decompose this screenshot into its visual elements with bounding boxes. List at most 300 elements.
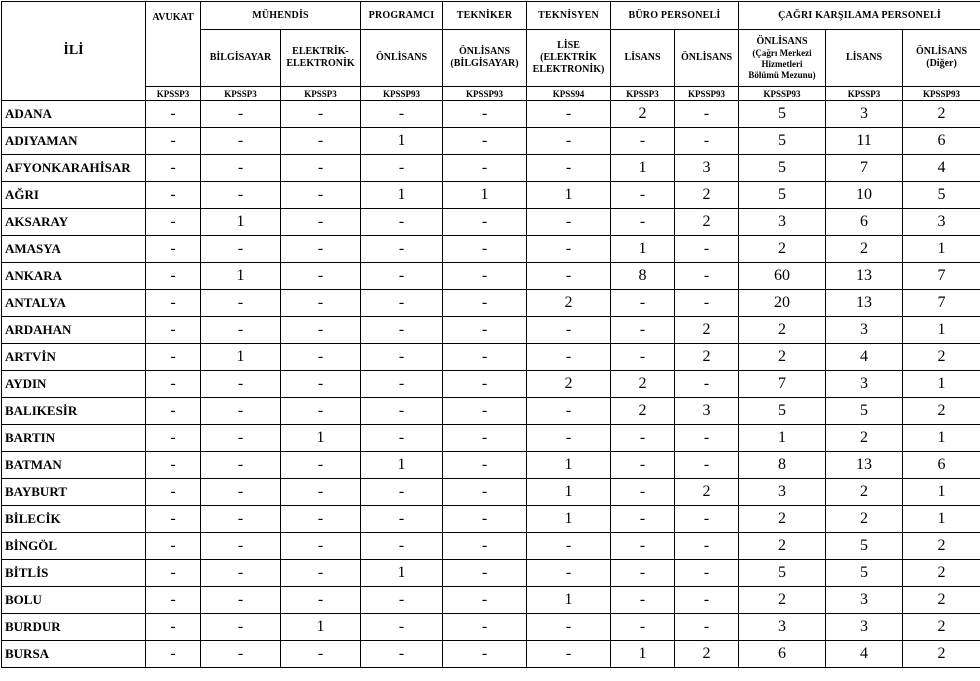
quota-cell: 3 (826, 614, 903, 641)
table-row (2, 209, 980, 236)
quota-cell: - (361, 101, 443, 128)
province-name: BAYBURT (2, 479, 146, 506)
quota-cell: - (281, 641, 361, 668)
subheader-programci-onlisans: ÖNLİSANS (361, 30, 443, 87)
quota-cell: - (361, 263, 443, 290)
quota-cell: 6 (826, 209, 903, 236)
quota-cell: - (527, 263, 611, 290)
quota-cell: - (527, 101, 611, 128)
table-row (2, 290, 980, 317)
quota-cell: - (443, 587, 527, 614)
quota-cell: - (675, 128, 739, 155)
quota-cell: - (201, 560, 281, 587)
quota-cell: 1 (527, 479, 611, 506)
quota-cell: - (675, 371, 739, 398)
kpss-code: KPSSP3 (146, 87, 201, 101)
quota-cell: 2 (675, 344, 739, 371)
province-name: BURDUR (2, 614, 146, 641)
quota-cell: - (146, 317, 201, 344)
quota-cell: - (443, 344, 527, 371)
kpss-code: KPSSP93 (443, 87, 527, 101)
quota-cell: 2 (739, 587, 826, 614)
quota-cell: 2 (675, 209, 739, 236)
quota-cell: 1 (361, 182, 443, 209)
quota-cell: - (281, 182, 361, 209)
quota-cell: - (675, 506, 739, 533)
table-body (2, 101, 980, 668)
quota-cell: - (146, 371, 201, 398)
quota-cell: - (443, 641, 527, 668)
quota-cell: 1 (611, 641, 675, 668)
quota-cell: - (611, 479, 675, 506)
quota-cell: - (675, 452, 739, 479)
quota-cell: 7 (739, 371, 826, 398)
quota-cell: 1 (903, 371, 980, 398)
quota-cell: - (443, 560, 527, 587)
quota-cell: - (675, 425, 739, 452)
table-row (2, 101, 980, 128)
quota-cell: - (527, 155, 611, 182)
quota-cell: 6 (903, 128, 980, 155)
quota-cell: 3 (826, 317, 903, 344)
quota-cell: - (146, 236, 201, 263)
quota-cell: 2 (903, 344, 980, 371)
quota-cell: - (146, 101, 201, 128)
quota-cell: - (201, 506, 281, 533)
header-tekniker: TEKNİKER (443, 2, 527, 30)
quota-cell: - (611, 560, 675, 587)
quota-cell: - (201, 425, 281, 452)
quota-cell: - (675, 290, 739, 317)
quota-cell: - (146, 209, 201, 236)
quota-cell: - (443, 371, 527, 398)
subheader-buro-onlisans: ÖNLİSANS (675, 30, 739, 87)
quota-cell: - (281, 371, 361, 398)
kpss-code-row (2, 87, 980, 101)
quota-cell: 6 (903, 452, 980, 479)
province-name: ANKARA (2, 263, 146, 290)
quota-cell: 13 (826, 263, 903, 290)
quota-cell: - (611, 425, 675, 452)
quota-cell: - (443, 263, 527, 290)
quota-cell: 1 (201, 263, 281, 290)
table-row (2, 263, 980, 290)
header-muhendis: MÜHENDİS (201, 2, 361, 30)
quota-cell: - (611, 290, 675, 317)
table-row (2, 614, 980, 641)
quota-cell: - (443, 101, 527, 128)
quota-cell: 1 (739, 425, 826, 452)
quota-cell: 1 (361, 560, 443, 587)
header-teknisyen: TEKNİSYEN (527, 2, 611, 30)
quota-cell: - (201, 452, 281, 479)
table-row (2, 479, 980, 506)
quota-cell: 2 (826, 236, 903, 263)
subheader-tekniker-onlisans: ÖNLİSANS (BİLGİSAYAR) (443, 30, 527, 87)
header-cagri-karsilama: ÇAĞRI KARŞILAMA PERSONELİ (739, 2, 980, 30)
quota-cell: - (527, 560, 611, 587)
quota-cell: - (527, 533, 611, 560)
kpss-code: KPSSP3 (281, 87, 361, 101)
table-row (2, 155, 980, 182)
quota-cell: 3 (739, 479, 826, 506)
quota-cell: 2 (739, 506, 826, 533)
quota-cell: 1 (903, 506, 980, 533)
quota-cell: 2 (675, 317, 739, 344)
quota-cell: - (443, 209, 527, 236)
quota-cell: - (527, 236, 611, 263)
quota-cell: - (201, 290, 281, 317)
province-name: AKSARAY (2, 209, 146, 236)
quota-cell: - (281, 236, 361, 263)
quota-cell: 7 (826, 155, 903, 182)
quota-cell: - (443, 506, 527, 533)
quota-cell: - (281, 263, 361, 290)
quota-cell: 2 (739, 317, 826, 344)
quota-cell: 3 (826, 587, 903, 614)
quota-cell: 5 (739, 101, 826, 128)
province-name: BİTLİS (2, 560, 146, 587)
province-name: AĞRI (2, 182, 146, 209)
quota-cell: 13 (826, 290, 903, 317)
province-name: ADANA (2, 101, 146, 128)
quota-cell: - (443, 614, 527, 641)
quota-cell: 3 (903, 209, 980, 236)
quota-cell: - (527, 398, 611, 425)
quota-cell: - (361, 479, 443, 506)
quota-cell: - (527, 209, 611, 236)
quota-cell: - (611, 614, 675, 641)
province-name: BARTIN (2, 425, 146, 452)
quota-cell: - (146, 263, 201, 290)
quota-cell: - (443, 533, 527, 560)
quota-cell: 3 (826, 101, 903, 128)
quota-cell: 1 (281, 425, 361, 452)
quota-cell: - (443, 317, 527, 344)
table-row (2, 344, 980, 371)
province-name: BALIKESİR (2, 398, 146, 425)
subheader-buro-lisans: LİSANS (611, 30, 675, 87)
quota-cell: - (201, 101, 281, 128)
quota-cell: - (201, 182, 281, 209)
quota-cell: - (361, 614, 443, 641)
quota-cell: - (201, 236, 281, 263)
province-name: AYDIN (2, 371, 146, 398)
quota-cell: - (443, 398, 527, 425)
quota-cell: 3 (739, 209, 826, 236)
quota-cell: - (527, 317, 611, 344)
kpss-code: KPSSP93 (361, 87, 443, 101)
header-ili: İLİ (2, 2, 146, 101)
quota-cell: 1 (903, 317, 980, 344)
quota-cell: - (281, 506, 361, 533)
quota-cell: - (281, 128, 361, 155)
header-avukat: AVUKAT (146, 2, 201, 87)
quota-cell: - (146, 614, 201, 641)
quota-cell: - (146, 479, 201, 506)
positions-table (1, 1, 980, 668)
quota-cell: - (611, 533, 675, 560)
quota-cell: 8 (739, 452, 826, 479)
quota-cell: 20 (739, 290, 826, 317)
quota-cell: - (675, 614, 739, 641)
quota-cell: - (611, 128, 675, 155)
quota-cell: 2 (826, 479, 903, 506)
quota-cell: - (527, 425, 611, 452)
quota-cell: - (146, 128, 201, 155)
quota-cell: 2 (903, 533, 980, 560)
quota-cell: - (281, 398, 361, 425)
kpss-code: KPSS94 (527, 87, 611, 101)
quota-cell: - (361, 641, 443, 668)
quota-cell: - (443, 479, 527, 506)
table-row (2, 398, 980, 425)
quota-cell: - (361, 506, 443, 533)
quota-cell: 5 (739, 155, 826, 182)
quota-cell: - (146, 587, 201, 614)
table-row (2, 533, 980, 560)
quota-cell: - (611, 317, 675, 344)
subheader-cagri-lisans: LİSANS (826, 30, 903, 87)
table-row (2, 506, 980, 533)
quota-cell: - (611, 452, 675, 479)
quota-cell: - (527, 344, 611, 371)
quota-cell: - (361, 398, 443, 425)
quota-cell: - (675, 263, 739, 290)
quota-cell: - (201, 479, 281, 506)
province-name: AFYONKARAHİSAR (2, 155, 146, 182)
table-row (2, 317, 980, 344)
province-name: BİLECİK (2, 506, 146, 533)
quota-cell: 2 (739, 236, 826, 263)
quota-cell: - (675, 101, 739, 128)
quota-cell: 2 (903, 560, 980, 587)
quota-cell: 7 (903, 263, 980, 290)
quota-cell: - (146, 155, 201, 182)
quota-cell: 1 (527, 182, 611, 209)
quota-cell: 1 (527, 587, 611, 614)
quota-cell: 11 (826, 128, 903, 155)
quota-cell: 5 (826, 398, 903, 425)
quota-cell: 3 (675, 155, 739, 182)
quota-cell: - (361, 290, 443, 317)
quota-cell: - (675, 236, 739, 263)
quota-cell: 1 (903, 236, 980, 263)
quota-cell: - (611, 587, 675, 614)
quota-cell: 5 (739, 182, 826, 209)
quota-cell: - (527, 128, 611, 155)
quota-cell: 1 (527, 452, 611, 479)
quota-cell: 13 (826, 452, 903, 479)
province-name: ANTALYA (2, 290, 146, 317)
quota-cell: - (527, 641, 611, 668)
quota-cell: 1 (201, 344, 281, 371)
quota-cell: - (281, 155, 361, 182)
quota-cell: 1 (903, 425, 980, 452)
quota-cell: 7 (903, 290, 980, 317)
quota-cell: - (611, 209, 675, 236)
quota-cell: - (361, 155, 443, 182)
quota-cell: - (281, 317, 361, 344)
kpss-code: KPSSP93 (675, 87, 739, 101)
quota-cell: - (361, 587, 443, 614)
quota-cell: - (146, 425, 201, 452)
province-name: ARDAHAN (2, 317, 146, 344)
quota-cell: - (443, 425, 527, 452)
quota-cell: 5 (903, 182, 980, 209)
quota-cell: - (611, 506, 675, 533)
province-name: BATMAN (2, 452, 146, 479)
quota-cell: 1 (611, 236, 675, 263)
quota-cell: 2 (611, 398, 675, 425)
quota-cell: - (361, 209, 443, 236)
quota-cell: - (146, 344, 201, 371)
table-row (2, 560, 980, 587)
quota-cell: 60 (739, 263, 826, 290)
quota-cell: - (146, 452, 201, 479)
quota-cell: - (201, 398, 281, 425)
quota-cell: 1 (361, 128, 443, 155)
quota-cell: 5 (826, 533, 903, 560)
quota-cell: 2 (826, 425, 903, 452)
quota-cell: 2 (903, 641, 980, 668)
quota-cell: - (443, 155, 527, 182)
quota-cell: 1 (903, 479, 980, 506)
quota-cell: - (281, 560, 361, 587)
quota-cell: - (201, 371, 281, 398)
quota-cell: - (146, 290, 201, 317)
kpss-code: KPSSP3 (201, 87, 281, 101)
quota-cell: 2 (527, 371, 611, 398)
quota-cell: - (527, 614, 611, 641)
province-name: BOLU (2, 587, 146, 614)
quota-cell: 2 (903, 398, 980, 425)
province-name: AMASYA (2, 236, 146, 263)
quota-cell: - (361, 371, 443, 398)
subheader-cagri-onlisans: ÖNLİSANS (Çağrı Merkezi Hizmetleri Bölümü Mezunu) (739, 30, 826, 87)
table-header (2, 2, 980, 101)
quota-cell: - (146, 560, 201, 587)
quota-cell: 3 (826, 371, 903, 398)
subheader-teknisyen-lise: LİSE (ELEKTRİK ELEKTRONİK) (527, 30, 611, 87)
table-row (2, 641, 980, 668)
quota-cell: - (361, 317, 443, 344)
quota-cell: 2 (903, 614, 980, 641)
quota-cell: 2 (826, 506, 903, 533)
quota-cell: - (443, 290, 527, 317)
province-name: BİNGÖL (2, 533, 146, 560)
quota-cell: - (443, 128, 527, 155)
quota-cell: 2 (611, 101, 675, 128)
quota-cell: - (281, 587, 361, 614)
subheader-bilgisayar: BİLGİSAYAR (201, 30, 281, 87)
quota-cell: 2 (527, 290, 611, 317)
quota-cell: 10 (826, 182, 903, 209)
quota-cell: - (201, 128, 281, 155)
quota-cell: - (281, 452, 361, 479)
province-name: BURSA (2, 641, 146, 668)
quota-cell: 1 (443, 182, 527, 209)
subheader-cagri-onlisans-diger: ÖNLİSANS (Diğer) (903, 30, 980, 87)
quota-cell: - (201, 155, 281, 182)
quota-cell: 2 (903, 587, 980, 614)
quota-cell: 5 (739, 398, 826, 425)
quota-cell: - (146, 533, 201, 560)
quota-cell: 2 (611, 371, 675, 398)
quota-cell: 2 (739, 533, 826, 560)
quota-cell: - (281, 479, 361, 506)
quota-cell: - (443, 236, 527, 263)
quota-cell: - (201, 614, 281, 641)
table-row (2, 452, 980, 479)
quota-cell: - (675, 560, 739, 587)
table-row (2, 587, 980, 614)
quota-cell: - (281, 533, 361, 560)
quota-cell: 4 (826, 641, 903, 668)
quota-cell: 1 (611, 155, 675, 182)
quota-cell: - (361, 344, 443, 371)
quota-cell: - (675, 587, 739, 614)
quota-cell: 3 (739, 614, 826, 641)
quota-cell: - (361, 533, 443, 560)
quota-cell: 6 (739, 641, 826, 668)
quota-cell: 1 (527, 506, 611, 533)
quota-cell: - (611, 182, 675, 209)
quota-cell: 1 (201, 209, 281, 236)
quota-cell: 2 (903, 101, 980, 128)
table-row (2, 425, 980, 452)
quota-cell: - (281, 101, 361, 128)
kpss-code: KPSSP93 (739, 87, 826, 101)
quota-cell: 4 (826, 344, 903, 371)
quota-cell: 5 (826, 560, 903, 587)
province-name: ADIYAMAN (2, 128, 146, 155)
quota-cell: 4 (903, 155, 980, 182)
quota-cell: - (361, 236, 443, 263)
quota-cell: 5 (739, 560, 826, 587)
quota-cell: 2 (675, 641, 739, 668)
quota-cell: 1 (281, 614, 361, 641)
table-row (2, 371, 980, 398)
kpss-code: KPSSP3 (826, 87, 903, 101)
quota-cell: - (201, 641, 281, 668)
quota-cell: - (675, 533, 739, 560)
quota-cell: 1 (361, 452, 443, 479)
quota-cell: - (281, 209, 361, 236)
quota-cell: - (146, 641, 201, 668)
table-row (2, 128, 980, 155)
quota-cell: - (146, 398, 201, 425)
table-row (2, 182, 980, 209)
quota-cell: 2 (739, 344, 826, 371)
quota-cell: - (281, 344, 361, 371)
quota-cell: - (281, 290, 361, 317)
table-row (2, 236, 980, 263)
quota-cell: 3 (675, 398, 739, 425)
quota-cell: 8 (611, 263, 675, 290)
quota-cell: - (201, 587, 281, 614)
kpss-code: KPSSP93 (903, 87, 980, 101)
quota-cell: - (146, 182, 201, 209)
quota-cell: - (201, 317, 281, 344)
quota-cell: - (361, 425, 443, 452)
kpss-code: KPSSP3 (611, 87, 675, 101)
subheader-elektrik-elektronik: ELEKTRİK- ELEKTRONİK (281, 30, 361, 87)
quota-cell: - (443, 452, 527, 479)
quota-cell: 2 (675, 182, 739, 209)
quota-cell: - (201, 533, 281, 560)
quota-cell: - (611, 344, 675, 371)
